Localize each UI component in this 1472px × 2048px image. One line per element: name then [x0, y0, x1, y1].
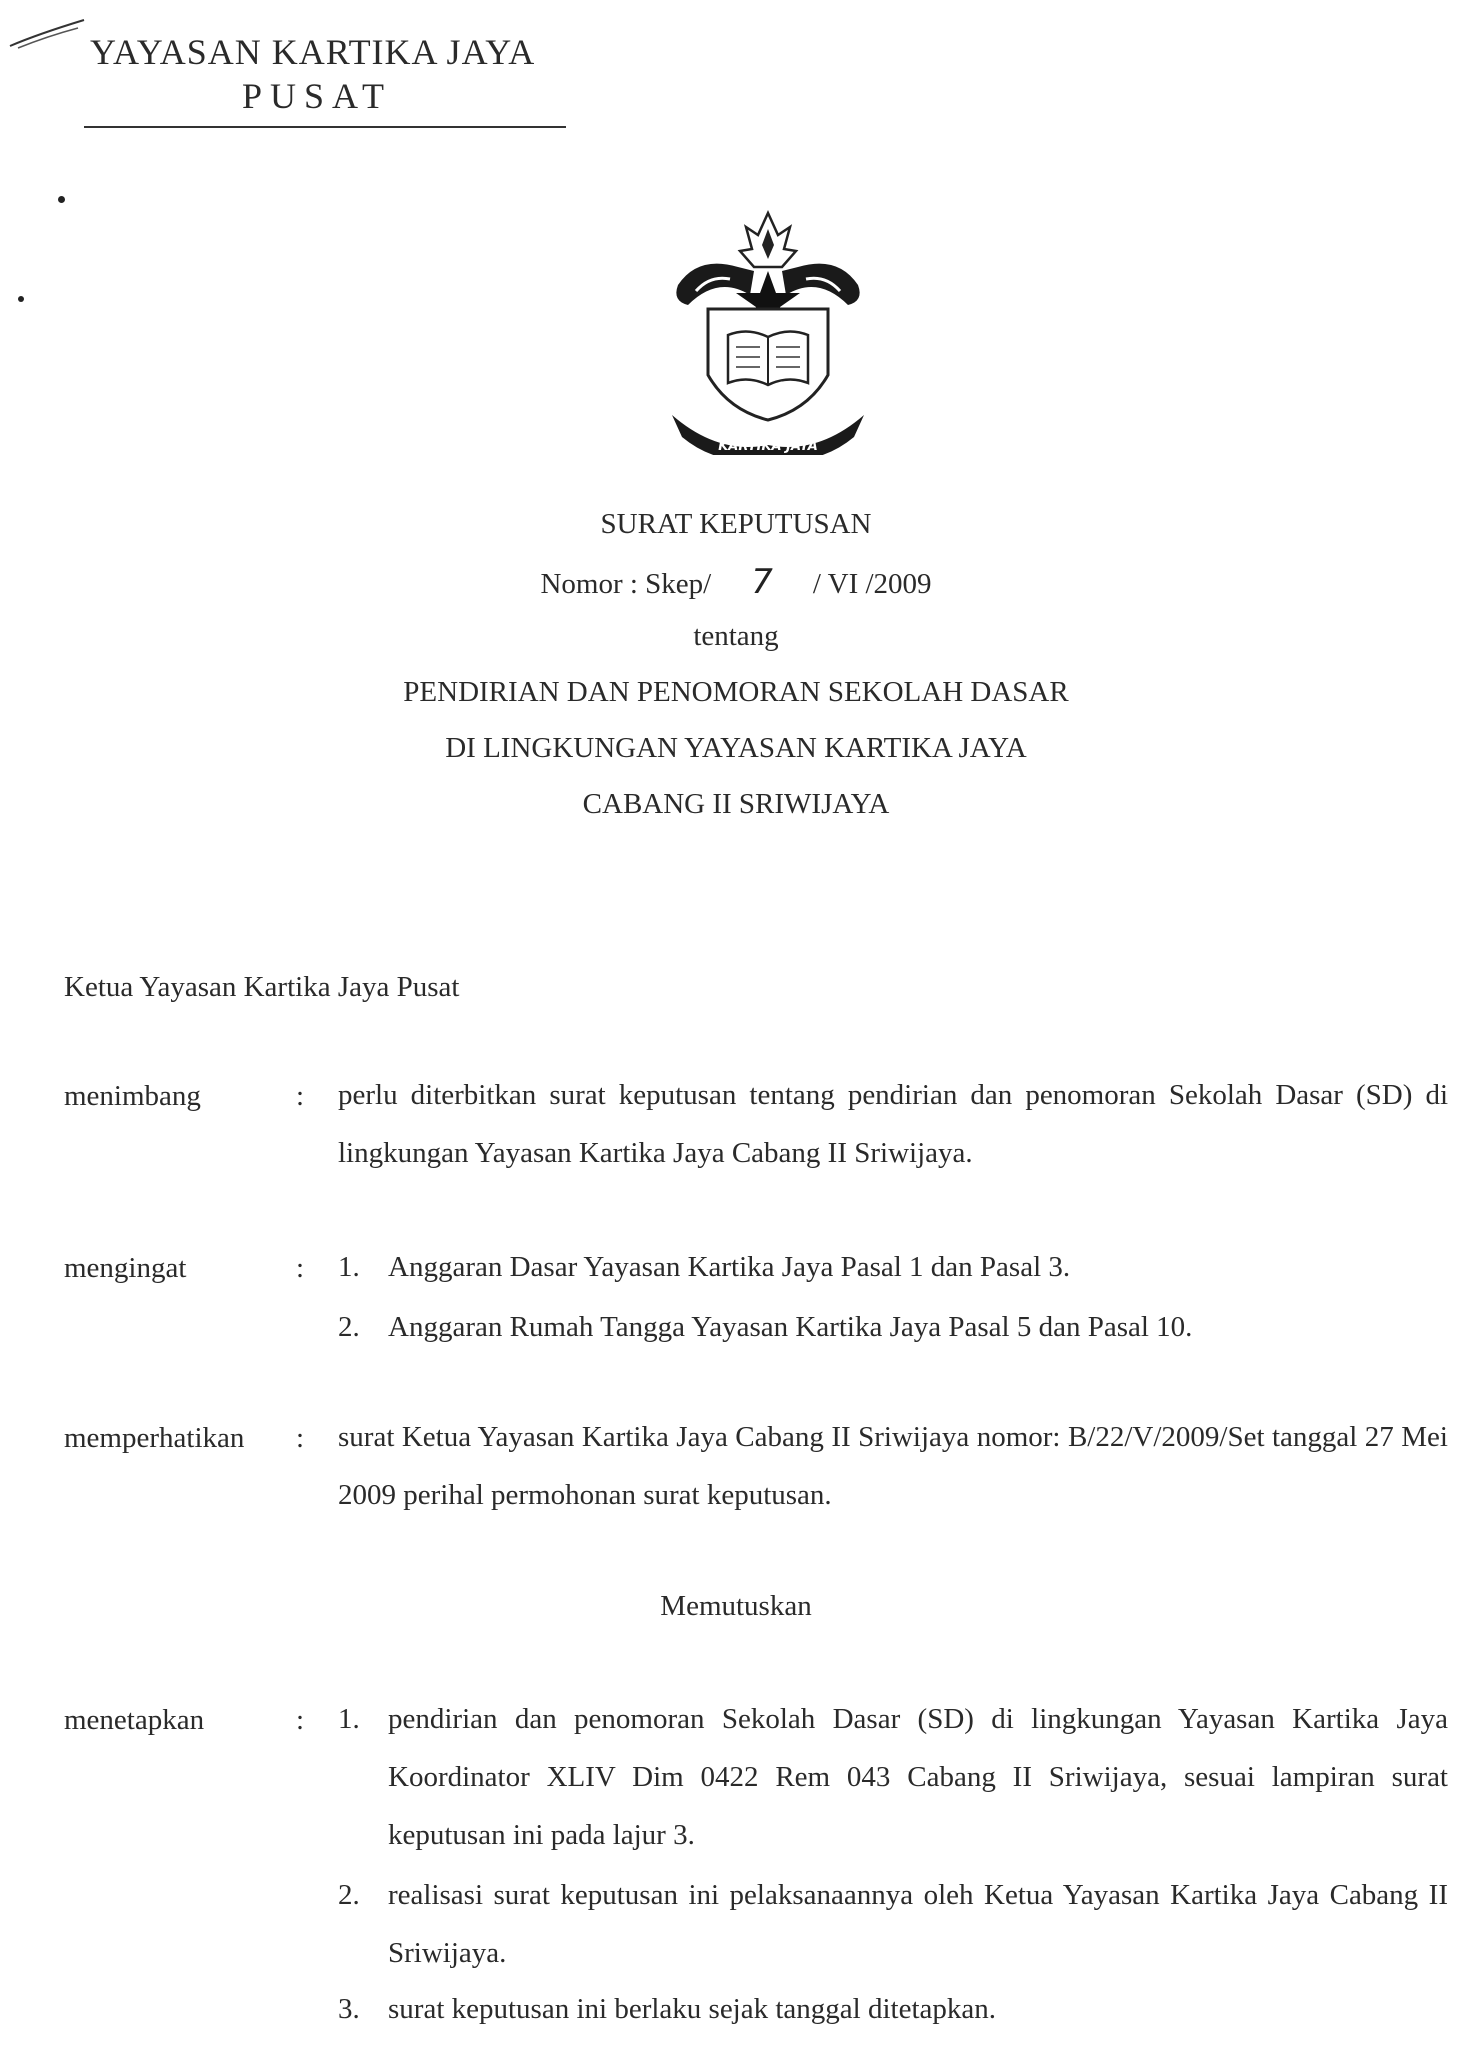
item-number: 2. [338, 1311, 360, 1343]
pen-mark [8, 10, 88, 50]
menimbang-text: perlu diterbitkan surat keputusan tentang pendirian dan penomoran Sekolah Dasar (SD) di lingkungan Yayasan Kartika Jaya Cabang II Sriwijaya. [338, 1079, 1448, 1169]
menimbang-label: menimbang [64, 1080, 201, 1112]
nomor-prefix: Nomor : Skep/ [540, 568, 712, 600]
menetapkan-label: menetapkan [64, 1704, 205, 1736]
list-item [338, 1238, 1448, 1296]
speck [58, 196, 65, 203]
doc-number-line [0, 562, 1472, 602]
nomor-suffix: / VI /2009 [812, 568, 932, 600]
item-text: pendirian dan penomoran Sekolah Dasar (SD) di lingkungan Yayasan Kartika Jaya Koordinator XLIV Dim 0422 Rem 043 Cabang II Sriwijaya, sesuai lampiran surat keputusan ini pada lajur 3. [388, 1703, 1448, 1851]
colon: : [296, 1252, 305, 1284]
memperhatikan-text: surat Ketua Yayasan Kartika Jaya Cabang II Sriwijaya nomor: B/22/V/2009/Set tanggal 27 Mei 2009 perihal permohonan surat keputusan. [338, 1421, 1448, 1511]
subject-line: CABANG II SRIWIJAYA [582, 788, 890, 820]
kartika-jaya-emblem-icon [658, 205, 878, 455]
mengingat-label: mengingat [64, 1252, 187, 1284]
list-item [338, 1980, 1448, 2038]
doc-type-title: SURAT KEPUTUSAN [600, 508, 872, 540]
item-text: Anggaran Rumah Tangga Yayasan Kartika Jaya Pasal 5 dan Pasal 10. [388, 1311, 1193, 1343]
list-item [338, 1298, 1448, 1356]
list-item [338, 1690, 1448, 1864]
item-number: 1. [338, 1251, 360, 1283]
item-text: surat keputusan ini berlaku sejak tanggal ditetapkan. [388, 1993, 997, 2025]
issuer-line: Ketua Yayasan Kartika Jaya Pusat [64, 971, 460, 1003]
item-text: Anggaran Dasar Yayasan Kartika Jaya Pasal 1 dan Pasal 3. [388, 1251, 1071, 1283]
item-text: realisasi surat keputusan ini pelaksanaannya oleh Ketua Yayasan Kartika Jaya Cabang II Sriwijaya. [388, 1879, 1448, 1969]
item-number: 2. [338, 1879, 360, 1911]
memperhatikan-label: memperhatikan [64, 1422, 245, 1454]
subject-line: DI LINGKUNGAN YAYASAN KARTIKA JAYA [445, 732, 1027, 764]
emblem-label: KARTIKA JAYA [718, 439, 818, 454]
item-number: 1. [338, 1703, 360, 1735]
memutuskan-heading: Memutuskan [660, 1590, 812, 1622]
list-item [338, 1866, 1448, 1982]
header-rule [84, 126, 566, 128]
nomor-number: 7 [751, 562, 773, 602]
item-number: 3. [338, 1993, 360, 2025]
org-header [90, 30, 570, 118]
org-sub: PUSAT [242, 76, 393, 116]
colon: : [296, 1422, 305, 1454]
subject-line: PENDIRIAN DAN PENOMORAN SEKOLAH DASAR [403, 676, 1069, 708]
colon: : [296, 1704, 305, 1736]
tentang-label: tentang [693, 620, 779, 652]
speck [18, 296, 24, 302]
org-name: YAYASAN KARTIKA JAYA [90, 32, 536, 72]
colon: : [296, 1080, 305, 1112]
